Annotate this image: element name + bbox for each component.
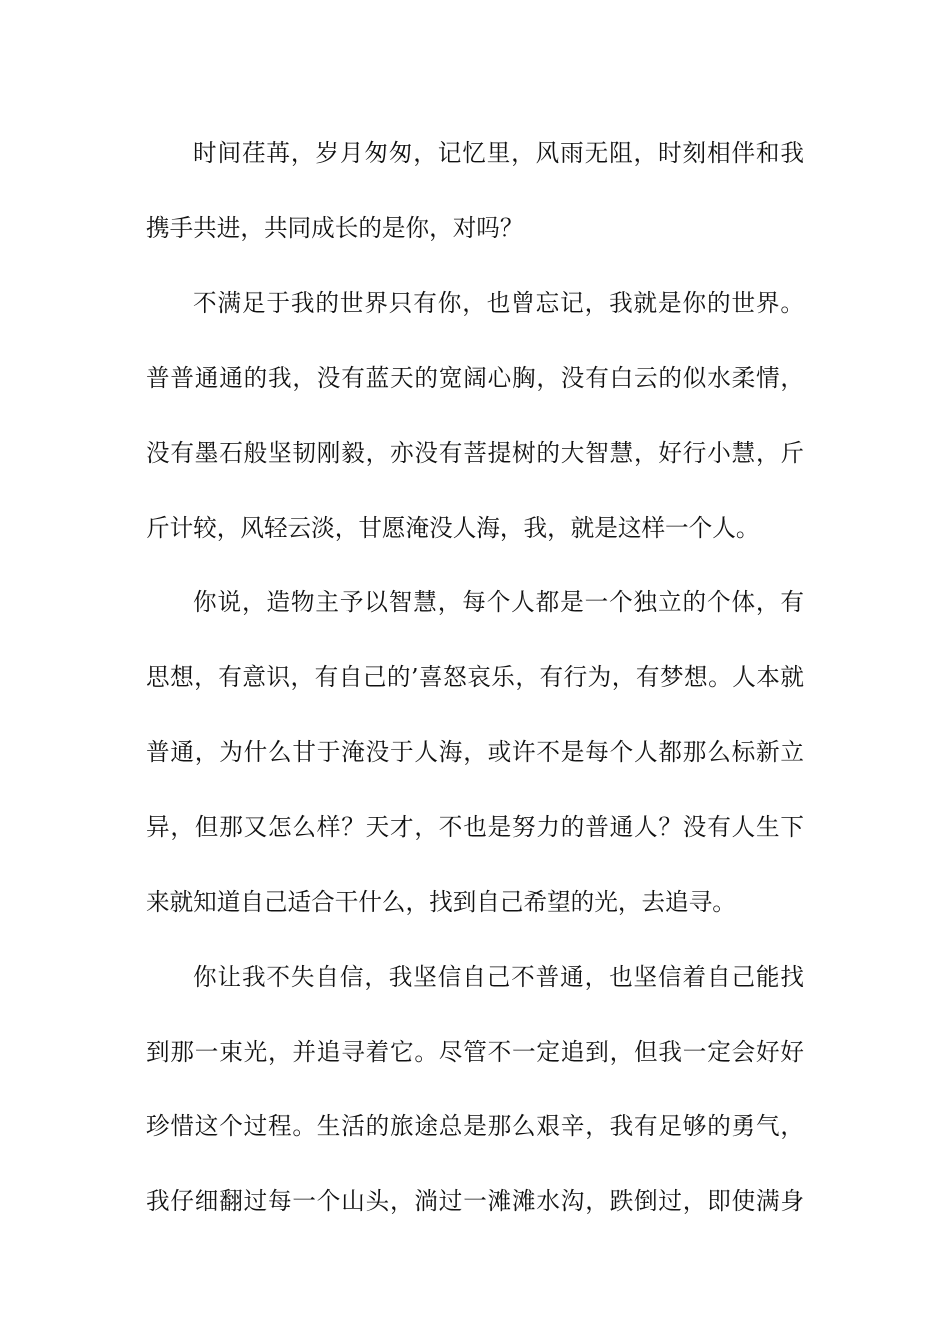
paragraph-2-line-1: 不满足于我的世界只有你，也曾忘记，我就是你的世界。 [193, 289, 804, 317]
paragraph-4-line-1: 你让我不失自信，我坚信自己不普通，也坚信着自己能找 [193, 963, 804, 991]
paragraph-2-line-4: 斤计较，风轻云淡，甘愿淹没人海，我，就是这样一个人。 [146, 514, 760, 542]
paragraph-3-line-1: 你说，造物主予以智慧，每个人都是一个独立的个体，有 [193, 588, 804, 616]
paragraph-1-line-1: 时间荏苒，岁月匆匆，记忆里，风雨无阻，时刻相伴和我 [193, 139, 804, 167]
paragraph-3-line-2: 思想，有意识，有自己的’喜怒哀乐，有行为，有梦想。人本就 [146, 663, 804, 691]
paragraph-3-line-5: 来就知道自己适合干什么，找到自己希望的光，去追寻。 [146, 888, 736, 916]
paragraph-3-line-4: 异，但那又怎么样？天才，不也是努力的普通人？没有人生下 [146, 813, 804, 841]
paragraph-1-line-2: 携手共进，共同成长的是你，对吗？ [146, 214, 524, 242]
paragraph-2-line-2: 普普通通的我，没有蓝天的宽阔心胸，没有白云的似水柔情， [146, 364, 804, 392]
paragraph-2-line-3: 没有墨石般坚韧刚毅，亦没有菩提树的大智慧，好行小慧，斤 [146, 439, 804, 467]
paragraph-4-line-2: 到那一束光，并追寻着它。尽管不一定追到，但我一定会好好 [146, 1038, 804, 1066]
paragraph-4-line-3: 珍惜这个过程。生活的旅途总是那么艰辛，我有足够的勇气， [146, 1112, 804, 1140]
paragraph-4-line-4: 我仔细翻过每一个山头，淌过一滩滩水沟，跌倒过，即使满身 [146, 1187, 804, 1215]
paragraph-3-line-3: 普通，为什么甘于淹没于人海，或许不是每个人都那么标新立 [146, 738, 804, 766]
